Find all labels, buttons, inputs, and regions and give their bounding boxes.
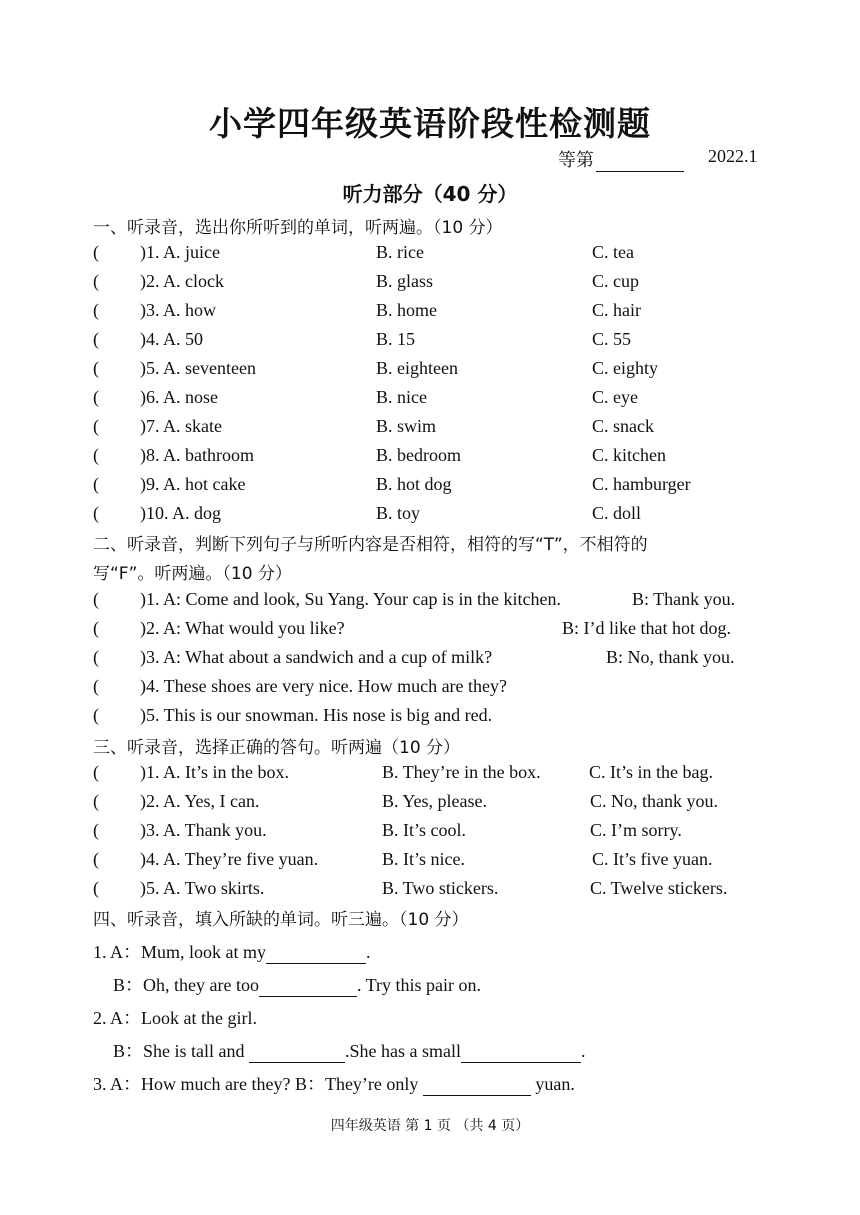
option-c: C. No, thank you. [590,791,718,811]
answer-paren[interactable]: ( [93,503,99,523]
option-b: B. swim [376,416,437,436]
option-a: )1. A. It’s in the box. [140,762,289,782]
option-a: )8. A. bathroom [140,445,254,465]
answer-blank[interactable] [423,1077,531,1096]
grade-field [558,146,684,172]
grade-blank[interactable] [596,153,684,172]
answer-paren[interactable]: ( [93,762,99,782]
answer-paren[interactable]: ( [93,242,99,262]
fill-question-1b: B：Oh, they are too . Try this pair on. [113,975,481,995]
answer-paren[interactable]: ( [93,820,99,840]
option-c: C. eye [592,387,638,407]
option-c: C. snack [592,416,654,436]
option-c: C. tea [592,242,634,262]
section1-heading: 一、听录音，选出你所听到的单词，听两遍。（10 分） [93,218,503,238]
answer-paren[interactable]: ( [93,676,99,696]
fill-question-2b: B：She is tall and .She has a small . [113,1041,586,1061]
answer-paren[interactable]: ( [93,416,99,436]
answer-paren[interactable]: ( [93,271,99,291]
answer-paren[interactable]: ( [93,300,99,320]
option-b: B. home [376,300,437,320]
option-c: C. It’s in the bag. [589,762,713,782]
option-c: C. cup [592,271,639,291]
answer-paren[interactable]: ( [93,329,99,349]
answer-paren[interactable]: ( [93,618,99,638]
option-c: C. 55 [592,329,632,349]
option-c: C. doll [592,503,642,523]
option-a: )5. A. seventeen [140,358,256,378]
option-b: B. They’re in the box. [382,762,541,782]
statement-a: )4. These shoes are very nice. How much are they? [140,676,508,696]
answer-paren[interactable]: ( [93,705,99,725]
option-b: B. It’s nice. [382,849,465,869]
answer-blank[interactable] [461,1044,581,1063]
answer-paren[interactable]: ( [93,387,99,407]
option-b: B. Yes, please. [382,791,488,811]
option-a: )4. A. 50 [140,329,203,349]
statement-a: )1. A: Come and look, Su Yang. Your cap is in the kitchen. [140,589,561,609]
option-a: )2. A. clock [140,271,224,291]
option-b: B. Two stickers. [382,878,499,898]
section3-heading: 三、听录音，选择正确的答句。听两遍（10 分） [93,738,461,758]
option-b: B. rice [376,242,424,262]
answer-paren[interactable]: ( [93,647,99,667]
answer-blank[interactable] [259,978,357,997]
section2-heading-line1: 二、听录音，判断下列句子与所听内容是否相符，相符的写“T”，不相符的 [93,535,648,555]
option-b: B. hot dog [376,474,452,494]
exam-date: 2022.1 [708,146,758,166]
statement-a: )2. A: What would you like? [140,618,345,638]
option-b: B. eighteen [376,358,458,378]
answer-paren[interactable]: ( [93,358,99,378]
option-a: )9. A. hot cake [140,474,246,494]
option-b: B. nice [376,387,427,407]
option-c: C. It’s five yuan. [592,849,713,869]
option-c: C. kitchen [592,445,666,465]
answer-paren[interactable]: ( [93,791,99,811]
option-c: C. hamburger [592,474,691,494]
statement-b: B: Thank you. [632,589,736,609]
fill-question-3: 3. A：How much are they? B：They’re only yuan. [93,1074,575,1094]
answer-paren[interactable]: ( [93,589,99,609]
statement-b: B: I’d like that hot dog. [562,618,731,638]
grade-label: 等第 [558,150,594,170]
option-b: B. bedroom [376,445,461,465]
option-a: )3. A. how [140,300,216,320]
statement-a: )3. A: What about a sandwich and a cup of milk? [140,647,493,667]
option-c: C. I’m sorry. [590,820,682,840]
option-a: )7. A. skate [140,416,222,436]
option-a: )5. A. Two skirts. [140,878,265,898]
answer-paren[interactable]: ( [93,445,99,465]
section2-heading-line2: 写“F”。听两遍。（10 分） [93,564,292,584]
option-a: )6. A. nose [140,387,218,407]
answer-paren[interactable]: ( [93,878,99,898]
answer-blank[interactable] [249,1044,345,1063]
answer-paren[interactable]: ( [93,849,99,869]
option-a: )1. A. juice [140,242,220,262]
section4-heading: 四、听录音，填入所缺的单词。听三遍。（10 分） [93,910,469,930]
option-a: )3. A. Thank you. [140,820,267,840]
option-b: B. It’s cool. [382,820,466,840]
fill-question-1a: 1. A：Mum, look at my . [93,942,371,962]
option-b: B. glass [376,271,434,291]
option-a: )4. A. They’re five yuan. [140,849,319,869]
option-b: B. 15 [376,329,416,349]
page-footer: 四年级英语 第 1 页 （共 4 页） [330,1118,530,1134]
part-title: 听力部分（40 分） [342,182,518,206]
answer-paren[interactable]: ( [93,474,99,494]
option-c: C. hair [592,300,641,320]
statement-a: )5. This is our snowman. His nose is big and red. [140,705,493,725]
answer-blank[interactable] [266,945,366,964]
page-title: 小学四年级英语阶段性检测题 [209,104,651,143]
option-c: C. Twelve stickers. [590,878,728,898]
statement-b: B: No, thank you. [606,647,735,667]
option-a: )2. A. Yes, I can. [140,791,260,811]
fill-question-2a: 2. A：Look at the girl. [93,1008,257,1028]
option-a: )10. A. dog [140,503,221,523]
option-c: C. eighty [592,358,658,378]
option-b: B. toy [376,503,421,523]
